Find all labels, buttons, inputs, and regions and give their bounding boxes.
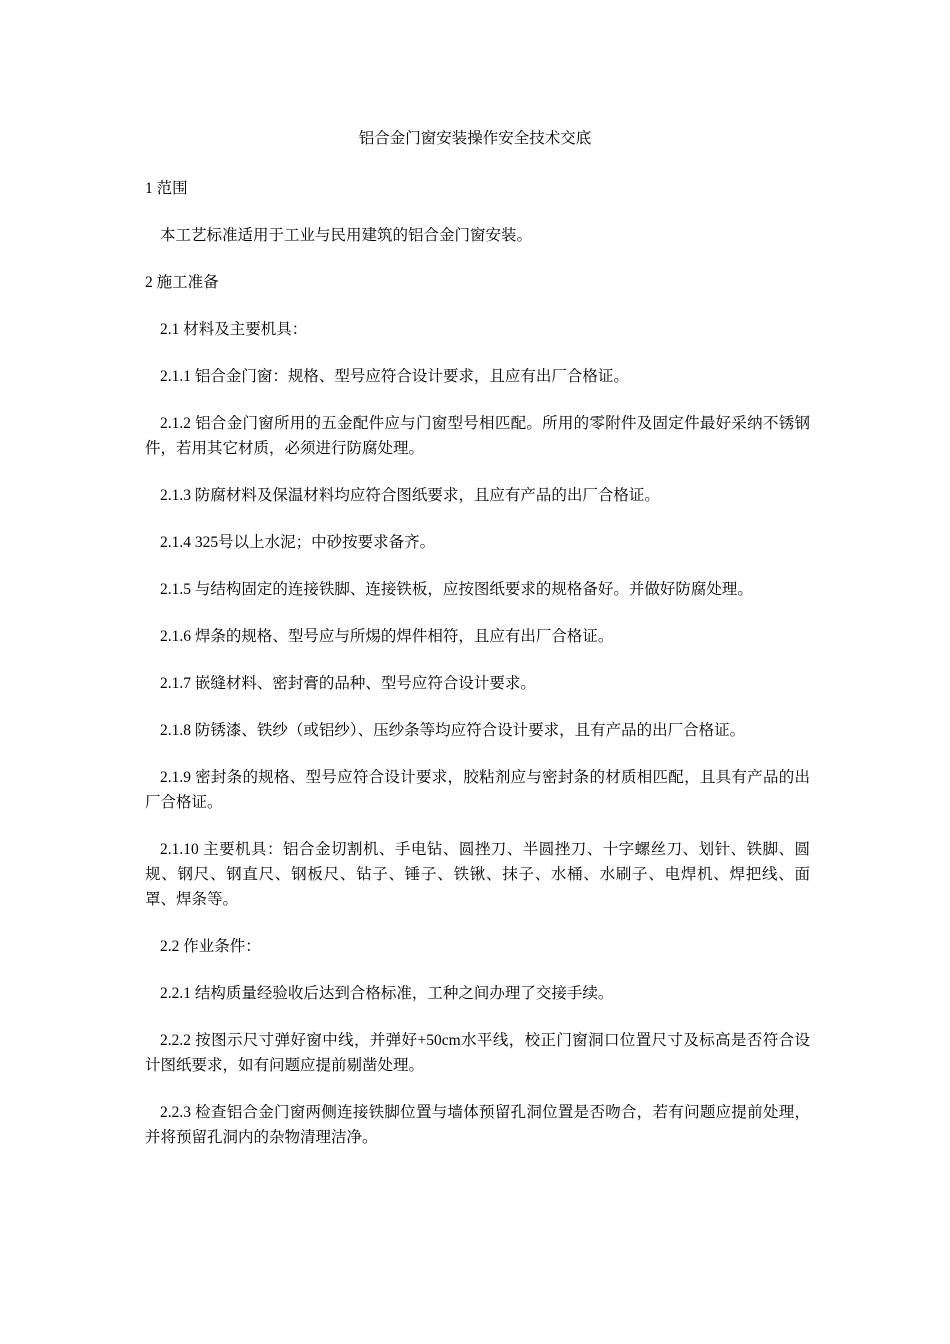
paragraph: 2.1.5 与结构固定的连接铁脚、连接铁板，应按图纸要求的规格备好。并做好防腐处理。 <box>160 581 753 598</box>
paragraph: 2.1.9 密封条的规格、型号应符合设计要求，胶粘剂应与密封条的材质相匹配，且具有产品的出厂合格证。 <box>145 769 810 811</box>
section-heading-preparation: 2 施工准备 <box>145 274 219 291</box>
document-body <box>145 176 810 1172</box>
paragraph: 2.2.1 结构质量经验收后达到合格标准，工种之间办理了交接手续。 <box>160 985 614 1002</box>
paragraph: 2.1.6 焊条的规格、型号应与所焬的焊件相符，且应有出厂合格证。 <box>160 628 614 645</box>
paragraph: 2.1.1 铝合金门窗：规格、型号应符合设计要求，且应有出厂合格证。 <box>160 368 629 385</box>
paragraph: 2.1.8 防锈漆、铁纱（或铝纱）、压纱条等均应符合设计要求，且有产品的出厂合格证。 <box>160 722 746 739</box>
subsection-heading: 2.2 作业条件： <box>160 938 261 955</box>
document-title: 铝合金门窗安装操作安全技术交底 <box>358 130 592 147</box>
paragraph: 2.2.3 检查铝合金门窗两侧连接铁脚位置与墙体预留孔洞位置是否吻合，若有问题应提前处理，并将预留孔洞内的杂物清理洁净。 <box>145 1104 810 1146</box>
paragraph: 本工艺标准适用于工业与民用建筑的铝合金门窗安装。 <box>160 227 533 244</box>
paragraph: 2.2.2 按图示尺寸弹好窗中线，并弹好+50cm水平线，校正门窗洞口位置尺寸及标高是否符合设计图纸要求，如有问题应提前剔凿处理。 <box>145 1032 810 1074</box>
paragraph: 2.1.10 主要机具：铝合金切割机、手电钻、圆挫刀、半圆挫刀、十字螺丝刀、划针、铁脚、圆规、钢尺、钢直尺、钢板尺、钻子、锤子、铁锹、抹子、水桶、水刷子、电焊机、焊把线、面罩、焊条等。 <box>145 841 810 908</box>
paragraph: 2.1.2 铝合金门窗所用的五金配件应与门窗型号相匹配。所用的零附件及固定件最好采纳不锈钢件，若用其它材质，必须进行防腐处理。 <box>145 415 810 457</box>
subsection-heading: 2.1 材料及主要机具： <box>160 321 308 338</box>
paragraph: 2.1.7 嵌缝材料、密封膏的品种、型号应符合设计要求。 <box>160 675 536 692</box>
paragraph: 2.1.4 325号以上水泥；中砂按要求备齐。 <box>160 534 436 551</box>
section-heading-scope: 1 范围 <box>145 180 188 197</box>
paragraph: 2.1.3 防腐材料及保温材料均应符合图纸要求，且应有产品的出厂合格证。 <box>160 487 660 504</box>
